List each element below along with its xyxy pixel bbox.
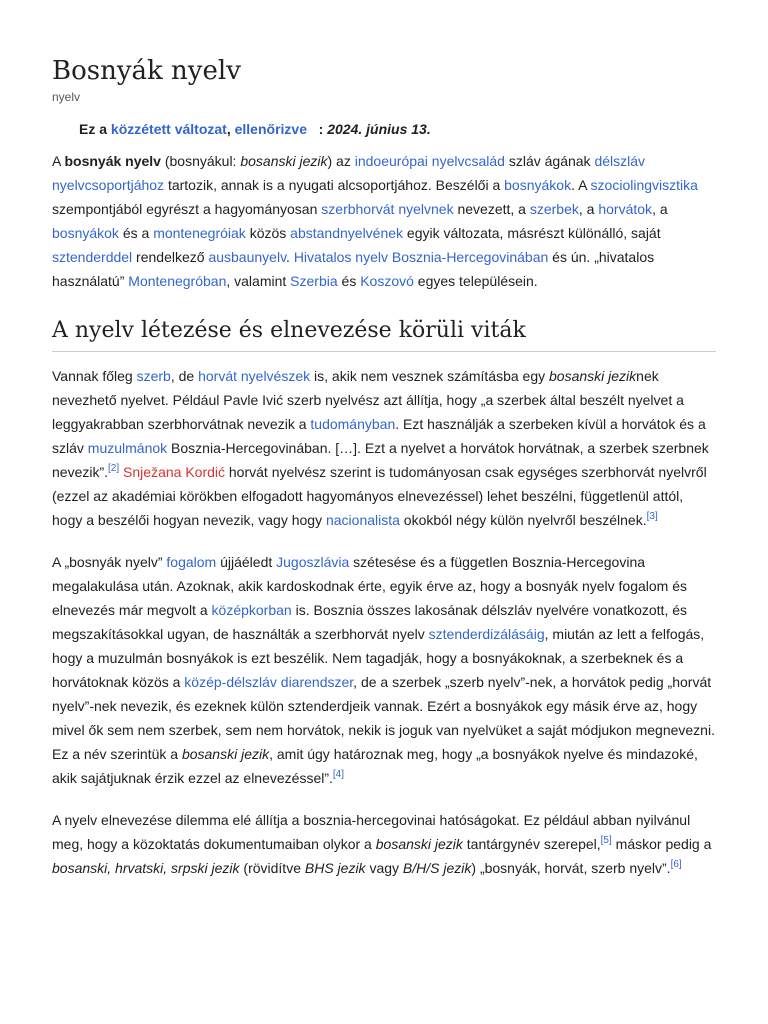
link-szerbek[interactable]: szerbek — [529, 201, 579, 217]
link-szerbia[interactable]: Szerbia — [290, 273, 338, 289]
link-delszlav[interactable]: délszláv nyelvcsoportjához — [52, 153, 646, 193]
link-szerb[interactable]: szerb — [136, 368, 171, 384]
link-bosnyakok-2[interactable]: bosnyákok — [52, 225, 119, 241]
link-muzulmanok[interactable]: muzulmánok — [87, 440, 168, 456]
section-heading: A nyelv létezése és elnevezése körüli viták — [52, 317, 716, 352]
intro-paragraph: A bosnyák nyelv (bosnyákul: bosanski jezik) az indoeurópai nyelvcsalád szláv ágának délszláv nyelvcsoportjához tartozik, annak is a nyugati alcsoportjához. Beszélői a bosnyákok. A szociolingvisztika szempontjából egyrészt a hagyományosan szerbhorvát nyelvnek nevezett, a szerbek, a horvátok, a bosnyákok és a montenegróiak közös abstandnyelvének egyik változata, másrészt különálló, saját sztenderddel rendelkező ausbaunyelv. Hivatalos nyelv Bosznia-Hercegovinában és ún. „hivatalos használatú” Montenegróban, valamint Szerbia és Koszovó egyes településein. — [52, 153, 698, 289]
page-subtitle: nyelv — [52, 90, 81, 104]
published-version-link[interactable]: közzétett változat — [110, 121, 227, 137]
link-montenegroban[interactable]: Montenegróban — [128, 273, 227, 289]
link-fogalom[interactable]: fogalom — [166, 554, 217, 570]
link-sztenderddel[interactable]: sztenderddel — [52, 249, 133, 265]
bold-term: bosnyák nyelv — [64, 153, 161, 169]
reference-6[interactable]: [6] — [670, 859, 682, 870]
link-indoeuropai[interactable]: indoeurópai nyelvcsalád — [354, 153, 505, 169]
checked-link[interactable]: ellenőrizve — [234, 121, 307, 137]
reference-5[interactable]: [5] — [600, 835, 612, 846]
link-bosnyakok[interactable]: bosnyákok — [504, 177, 572, 193]
link-nacionalista[interactable]: nacionalista — [325, 512, 400, 528]
link-abstandnyelvenek[interactable]: abstandnyelvének — [290, 225, 404, 241]
link-horvat-nyelveszek[interactable]: horvát nyelvészek — [198, 368, 311, 384]
revision-prefix: Ez a — [79, 121, 108, 137]
link-hivatalos-nyelv[interactable]: Hivatalos nyelv Bosznia-Hercegovinában — [293, 249, 549, 265]
paragraph-2: Vannak főleg szerb, de horvát nyelvészek is, akik nem vesznek számításba egy bosanski jeziknek nevezhető nyelvet. Például Pavle Ivić szerb nyelvész azt állítja, hogy „a szerbek által beszélt nyelvet a leggyakrabban szerbhorvátnak nevezik a tudományban. Ezt használják a szerbeken kívül a horvátok és a szláv muzulmánok Bosznia-Hercegovinában. […]. Ezt a nyelvet a horvátok horvátnak, a szerbek szerbnek nevezik”.[2] Snježana Kordić horvát nyelvész szerint is tudományosan csak egységes szerbhorvát nyelvről (ezzel az akadémiai körökben elfogadott hagyományos elnevezéssel) lehet beszélni, függetlenül attól, hogy a beszélői hogyan nevezik, vagy hogy nacionalista okokból négy külön nyelvről beszélnek.[3] — [52, 368, 709, 528]
paragraph-3: A „bosnyák nyelv” fogalom újjáéledt Jugoszlávia szétesése és a független Bosznia-Hercegovina megalakulása után. Azoknak, akik kardoskodnak érte, egyik érve az, hogy a bosnyák nyelv fogalom és elnevezés már megvolt a középkorban is. Bosznia összes lakosának délszláv nyelvére vonatkozott, és megszakításokkal ugyan, de használták a szerbhorvát nyelv sztenderdizálásáig, miután az lett a felfogás, hogy a muzulmán bosnyákok is ezt beszélik. Nem tagadják, hogy a bosnyákoknak, a szerbeknek és a horvátoknak közös a közép-délszláv diarendszer, de a szerbek „szerb nyelv”-nek, a horvátok pedig „horvát nyelv”-nek nevezik, és ezeknek külön sztenderdjeik vannak. Ezért a bosnyákok egy másik érve az, hogy mivel ők sem nem szerbek, sem nem horvátok, nekik is joguk van nyelvüket a saját módjukon megnevezni. Ez a név szerintük a bosanski jezik, amit úgy határoznak meg, hogy „a bosnyákok nyelve és mindazoké, akik sajátjuknak érzik ezzel az elnevezéssel”.[4] — [52, 554, 715, 786]
link-szerbhorvat[interactable]: szerbhorvát nyelvnek — [321, 201, 454, 217]
link-tudomanyban[interactable]: tudományban — [310, 416, 396, 432]
revision-comma: , — [226, 121, 231, 137]
reference-4[interactable]: [4] — [332, 769, 345, 780]
reference-3[interactable]: [3] — [646, 511, 658, 522]
link-horvatok[interactable]: horvátok — [598, 201, 653, 217]
link-montenegroiak[interactable]: montenegróiak — [153, 225, 246, 241]
revision-colon: : — [318, 121, 324, 137]
revision-date: 2024. június 13. — [327, 121, 431, 137]
link-kozepkorban[interactable]: középkorban — [211, 602, 292, 618]
link-sztenderdizalasaig[interactable]: sztenderdizálásáig — [428, 626, 545, 642]
link-ausbaunyelv[interactable]: ausbaunyelv — [208, 249, 287, 265]
link-koszovo[interactable]: Koszovó — [360, 273, 414, 289]
link-szociolingvisztika[interactable]: szociolingvisztika — [590, 177, 698, 193]
reference-2[interactable]: [2] — [108, 463, 120, 474]
link-kordic[interactable]: Snježana Kordić — [123, 464, 225, 480]
page-title: Bosnyák nyelv — [52, 56, 241, 86]
link-jugoszlavia[interactable]: Jugoszlávia — [276, 554, 350, 570]
link-kozep-delszlav[interactable]: közép-délszláv diarendszer — [184, 674, 354, 690]
paragraph-4: A nyelv elnevezése dilemma elé állítja a bosznia-hercegovinai hatóságokat. Ez például abban nyilvánul meg, hogy a közoktatás dokumentumaiban olykor a bosanski jezik tantárgynév szerepel,[5] máskor pedig a bosanski, hrvatski, srpski jezik (rövidítve BHS jezik vagy B/H/S jezik) „bosnyák, horvát, szerb nyelv”.[6] — [52, 812, 712, 876]
revision-notice — [79, 119, 716, 139]
